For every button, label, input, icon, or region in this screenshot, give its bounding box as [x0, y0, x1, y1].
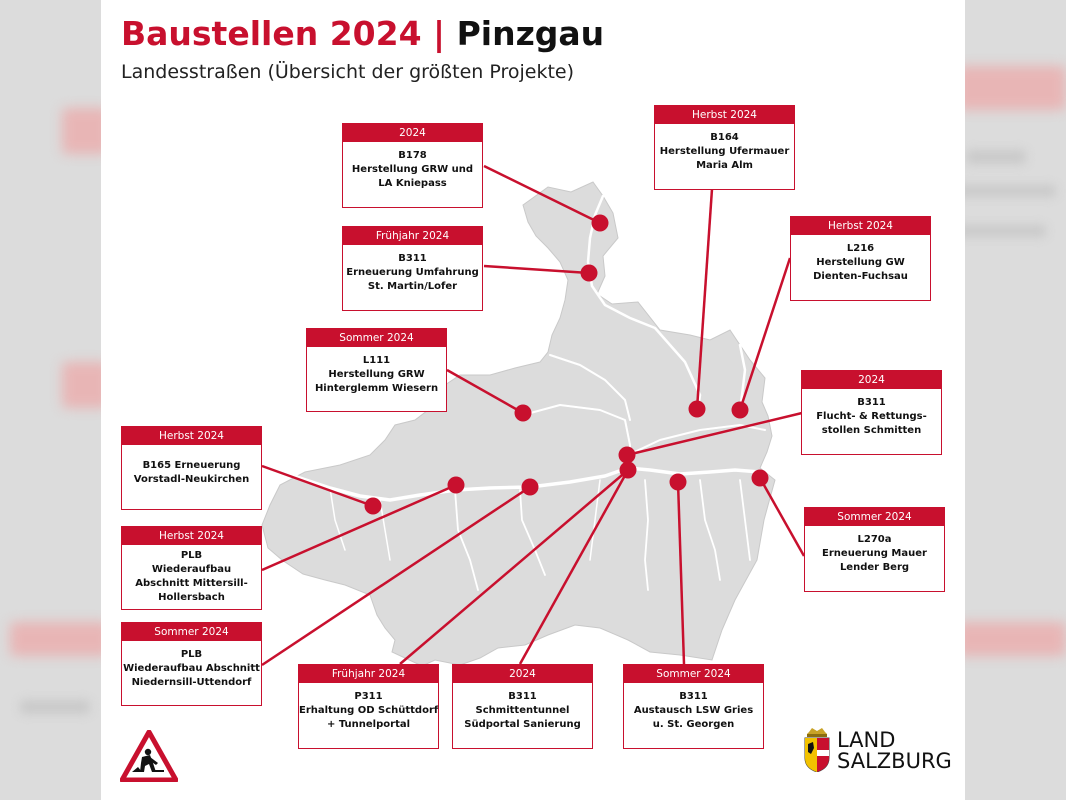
project-card-b311-lofer [342, 226, 483, 311]
project-line: Hinterglemm Wiesern [314, 383, 439, 394]
project-period: Herbst 2024 [791, 217, 930, 235]
project-line: L216 [846, 243, 875, 254]
marker-b311-lofer [581, 265, 598, 282]
project-line: u. St. Georgen [652, 719, 735, 730]
project-line: stollen Schmitten [821, 425, 922, 436]
project-line: Hollersbach [158, 592, 225, 603]
project-card-b165 [121, 426, 262, 510]
marker-l270a [752, 470, 769, 487]
project-line: PLB [180, 649, 203, 660]
project-card-plb-uttendorf [121, 622, 262, 706]
project-line: B311 [679, 691, 708, 702]
roadworks-warning-icon [120, 730, 178, 782]
salzburg-crest-icon [803, 728, 831, 772]
logo-text-land: LAND [837, 728, 896, 752]
page-subtitle: Landesstraßen (Übersicht der größten Projekte) [121, 61, 575, 83]
project-card-b178 [342, 123, 483, 208]
project-line: Erhaltung OD Schüttdorf [299, 705, 439, 716]
project-line: B164 [710, 132, 739, 143]
project-card-b164 [654, 105, 795, 190]
project-line: Abschnitt Mittersill- [135, 578, 248, 589]
project-period: Sommer 2024 [624, 665, 763, 683]
project-line: St. Martin/Lofer [367, 281, 458, 292]
pinzgau-region-shape [262, 182, 775, 666]
marker-b165 [365, 498, 382, 515]
project-period: Frühjahr 2024 [299, 665, 438, 683]
project-card-l111 [306, 328, 447, 412]
project-period: 2024 [453, 665, 592, 683]
project-period: 2024 [802, 371, 941, 389]
project-line: Flucht- & Rettungs- [816, 411, 927, 422]
title-region: Pinzgau [456, 14, 605, 53]
marker-b164 [689, 401, 706, 418]
marker-b178 [592, 215, 609, 232]
marker-b311-gries [670, 474, 687, 491]
project-period: 2024 [343, 124, 482, 142]
project-line: Südportal Sanierung [464, 719, 581, 730]
project-card-p311 [298, 664, 439, 749]
project-card-b311-tunnel [452, 664, 593, 749]
project-line: B311 [857, 397, 886, 408]
project-line: Erneuerung Mauer [822, 548, 927, 559]
project-line: B311 [508, 691, 537, 702]
project-line: Niedernsill-Uttendorf [131, 677, 252, 688]
marker-b311-tunnel [620, 462, 637, 479]
project-line: LA Kniepass [378, 178, 447, 189]
project-line: Vorstadl-Neukirchen [133, 474, 250, 485]
marker-l216 [732, 402, 749, 419]
project-line: Maria Alm [696, 160, 753, 171]
title-main: Baustellen 2024 | [121, 14, 446, 53]
project-line: PLB [180, 550, 203, 561]
project-card-l270a [804, 507, 945, 592]
project-period: Sommer 2024 [307, 329, 446, 347]
project-line: Erneuerung Umfahrung [346, 267, 479, 278]
project-line: Herstellung GRW [328, 369, 425, 380]
project-period: Herbst 2024 [122, 527, 261, 545]
project-line: Wiederaufbau Abschnitt [123, 663, 260, 674]
project-line: Herstellung Ufermauer [659, 146, 790, 157]
project-period: Herbst 2024 [655, 106, 794, 124]
project-line: B165 Erneuerung [142, 460, 241, 471]
project-line: P311 [354, 691, 383, 702]
project-period: Frühjahr 2024 [343, 227, 482, 245]
project-card-plb-mittersill [121, 526, 262, 610]
project-line: + Tunnelportal [326, 719, 411, 730]
project-line: Dienten-Fuchsau [813, 271, 908, 282]
project-period: Herbst 2024 [122, 427, 261, 445]
project-line: Schmittentunnel [475, 705, 570, 716]
project-card-b311-schmitten [801, 370, 942, 455]
marker-plb-uttendorf [522, 479, 539, 496]
project-line: B311 [398, 253, 427, 264]
marker-plb-mittersill [448, 477, 465, 494]
project-line: L111 [362, 355, 391, 366]
land-salzburg-logo [803, 728, 953, 774]
marker-l111 [515, 405, 532, 422]
project-line: Herstellung GW [816, 257, 905, 268]
logo-text-salzburg: SALZBURG [837, 749, 952, 773]
project-line: Lender Berg [839, 562, 910, 573]
marker-b311-schmitten [619, 447, 636, 464]
project-period: Sommer 2024 [805, 508, 944, 526]
project-line: L270a [857, 534, 892, 545]
project-period: Sommer 2024 [122, 623, 261, 641]
project-line: Austausch LSW Gries [633, 705, 754, 716]
project-line: Herstellung GRW und [351, 164, 474, 175]
project-card-b311-gries [623, 664, 764, 749]
project-card-l216 [790, 216, 931, 301]
project-line: Wiederaufbau [151, 564, 232, 575]
project-line: B178 [398, 150, 427, 161]
